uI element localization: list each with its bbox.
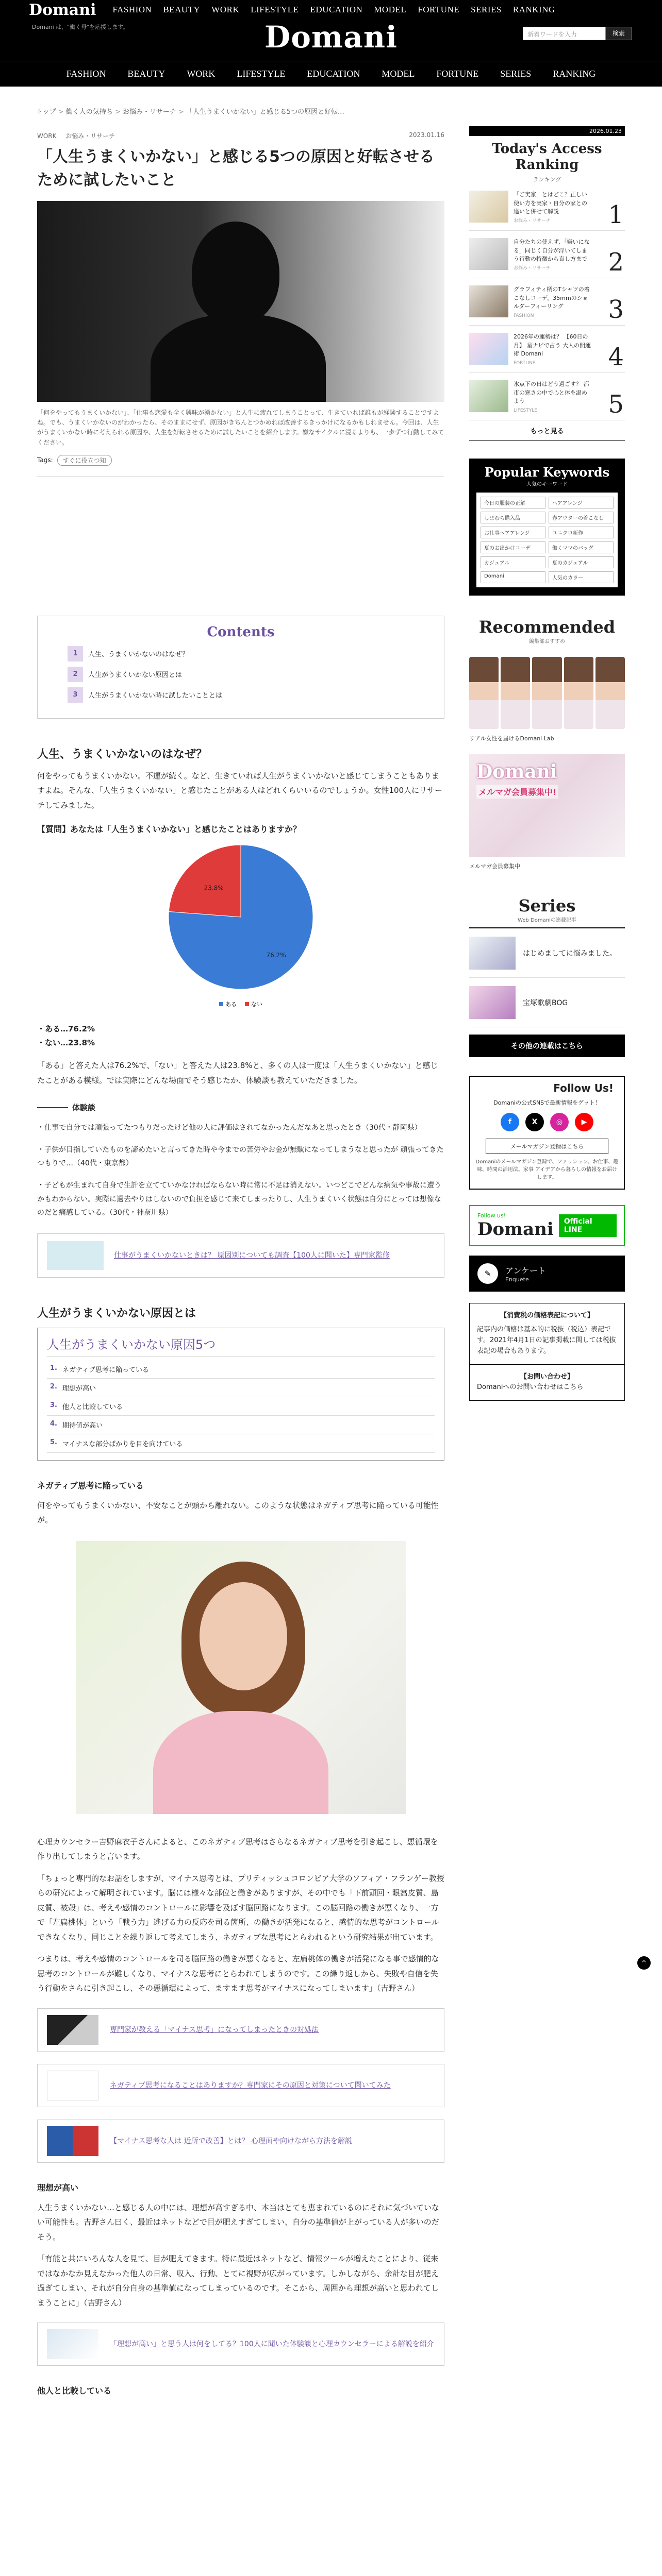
page-top-button[interactable]: ^ bbox=[637, 1956, 651, 1970]
keyword-tag[interactable]: お仕事ヘアアレンジ bbox=[481, 527, 545, 538]
enquete-subtitle: Enquete bbox=[505, 1276, 529, 1283]
table-of-contents bbox=[37, 616, 444, 719]
ranking-item-title[interactable]: 2026年の運勢は？ 【60日の月】 星ナビで占う 大人の開運術 Domani bbox=[514, 333, 591, 358]
paragraph: 何をやってもうまくいかない、不安なことが頭から離れない。このような状態はネガティブ思考に陥っている可能性が。 bbox=[37, 1500, 439, 1525]
toc-item[interactable] bbox=[68, 687, 414, 703]
reasons-title: 人生がうまくいかない原因5つ bbox=[47, 1334, 435, 1357]
ranking-thumb bbox=[469, 333, 508, 365]
series-thumb bbox=[469, 986, 516, 1019]
newsletter-caption[interactable]: メルマガ会員募集中 bbox=[469, 863, 520, 870]
more-series-button[interactable]: その他の連載はこちら bbox=[469, 1035, 625, 1057]
newsletter-banner-logo: Domani bbox=[476, 761, 557, 783]
related-thumb bbox=[47, 2126, 98, 2156]
ranking-subtitle: ランキング bbox=[533, 176, 561, 183]
ranking-thumb bbox=[469, 191, 508, 223]
ranking-thumb bbox=[469, 285, 508, 317]
section-heading: 人生がうまくいかない原因とは bbox=[37, 1307, 196, 1320]
article-subcategory[interactable]: お悩み・リサーチ bbox=[65, 132, 115, 140]
article-tags bbox=[37, 455, 444, 477]
paragraph: つまりは、考えや感情のコントロールを司る脳回路の働きが悪くなると、左扁桃体の働きが活発になる事で感情的な思考のコントロールが難しくなり、マイナスな思考にとらわれてしまうのです。この繰り返しから、失敗や自信を失う行動をさらに引き起こし、その悪循環によって、ますます思考がマイナスになってしまいます」（吉野さん） bbox=[37, 1954, 439, 1993]
pie-data-label: 23.8% bbox=[204, 884, 224, 892]
reason-item[interactable] bbox=[47, 1416, 435, 1434]
series-item-title[interactable]: はじめましてに悩みました。 bbox=[523, 949, 617, 958]
instagram-icon[interactable]: ◎ bbox=[550, 1113, 569, 1131]
reason-item[interactable] bbox=[47, 1397, 435, 1416]
x-icon[interactable]: X bbox=[525, 1113, 544, 1131]
paragraph: 心理カウンセラー吉野麻衣子さんによると、このネガティブ思考はさらなるネガティブ思考を引き起こし、悪循環を作り出してしまうと言います。 bbox=[37, 1837, 438, 1861]
topnav-lifestyle[interactable]: LIFESTYLE bbox=[251, 5, 299, 14]
toc-item[interactable] bbox=[68, 646, 414, 662]
reasons-list bbox=[37, 1328, 444, 1461]
sidebar-date: 2026.01.23 bbox=[469, 126, 625, 136]
article-main bbox=[37, 126, 444, 2403]
toc-title: Contents bbox=[207, 624, 275, 640]
keyword-tag[interactable]: ヘアアレンジ bbox=[549, 497, 614, 509]
enquete-title: アンケート bbox=[505, 1266, 547, 1276]
stat-no: ・ない…23.8% bbox=[37, 1038, 95, 1048]
breadcrumb-current: > 「人生うまくいかない」と感じる5つの原因と好転... bbox=[178, 108, 344, 116]
ranking-item-category: FASHION bbox=[514, 313, 534, 318]
related-thumb bbox=[47, 1241, 104, 1270]
voice-item: ・仕事で自分では頑張ってたつもりだったけど他の人に評価はされてなかったんだなあと思ったとき（30代・静岡県） bbox=[37, 1124, 422, 1132]
related-thumb bbox=[47, 2071, 98, 2100]
topnav-fortune[interactable]: FORTUNE bbox=[418, 5, 460, 14]
ranking-item-title[interactable]: 氷点下の日はどう過ごす？ 都市の寒さの中で心と体を温めよう bbox=[514, 381, 589, 405]
ranking-number: 2 bbox=[608, 248, 624, 277]
youtube-icon[interactable]: ▶ bbox=[575, 1113, 593, 1131]
ranking-item[interactable] bbox=[469, 326, 625, 373]
toc-label[interactable]: 人生、うまくいかないのはなぜ？ bbox=[88, 651, 189, 659]
keyword-tag[interactable]: 春アウターの着こなし bbox=[549, 512, 614, 523]
sns-links bbox=[475, 1113, 619, 1131]
enquete-banner[interactable] bbox=[469, 1256, 625, 1292]
nav-series[interactable]: SERIES bbox=[500, 69, 532, 79]
keywords-title: Popular Keywords bbox=[484, 465, 610, 480]
reason-label[interactable]: マイナスな部分ばかりを目を向けている bbox=[62, 1440, 183, 1448]
legend-label: ある bbox=[225, 1001, 237, 1008]
follow-title: Follow Us! bbox=[553, 1082, 614, 1095]
article-lead: 「何をやってもうまくいかない」、「仕事も恋愛も全く興味が湧かない」と人生に疲れてしまうことって、生きていれば誰もが経験することですよね。でも、うまくいかないのがわかったら、そのままにせず、原因がきちんとつかめれば改善するきっかけになるかもしれません。今回は、人生がうまくいかない時に考えられる原因や、人生を好転させるために試したいことを紹介します。嫌なサイクルに浸るよりも、一歩ずつ行動してみてください。 bbox=[37, 409, 444, 446]
topnav-work[interactable]: WORK bbox=[211, 5, 240, 14]
article-meta bbox=[37, 131, 444, 140]
newsletter-banner-text: メルマガ会員募集中! bbox=[476, 785, 558, 799]
follow-text: Domaniの公式SNSで最新情報をゲット！ bbox=[493, 1099, 601, 1107]
survey-question: 【質問】あなたは「人生うまくいかない」と感じたことはありますか？ bbox=[37, 824, 302, 835]
topnav-ranking[interactable]: RANKING bbox=[512, 5, 555, 14]
toc-number: 2 bbox=[68, 667, 83, 682]
keyword-tag[interactable]: しまむら購入品 bbox=[481, 512, 545, 523]
reason-label[interactable]: 期待値が高い bbox=[62, 1421, 103, 1430]
survey-icon: ✎ bbox=[477, 1263, 498, 1284]
paragraph: 「ちょっと専門的なお話をしますが、マイナス思考とは、プリティッシュコロンビア大学のソフィア・フランゲー教授らの研究によって解明されています。脳には様々な部位と働きがありますが、その中でも「下前頭回・眼窩皮質、島皮質、被殻」は、考えや感情のコントロールに影響を及ぼす脳回路になります。この脳回路の働きが悪くなり、一方で「左扁桃体」という「戦う力」逃げる力の反応を司る箇所、の働きが活発になると、感情的な思考がコントロールできなくなり、同じことを繰り返して考えてしまう、ネガティブな思考にとらわれるという研究結果が出ています。 bbox=[37, 1873, 444, 1942]
toc-label[interactable]: 人生がうまくいかない原因とは bbox=[88, 671, 183, 680]
nav-fortune[interactable]: FORTUNE bbox=[436, 69, 479, 79]
reason-number: 2. bbox=[50, 1382, 57, 1391]
recommended-title: Recommended bbox=[478, 617, 616, 637]
legend-swatch bbox=[219, 1002, 223, 1006]
subsection-heading: 理想が高い bbox=[37, 2182, 79, 2193]
site-tagline: Domani は、"働く母"を応援します。 bbox=[32, 24, 129, 30]
topnav-series[interactable]: SERIES bbox=[471, 5, 502, 14]
survey-summary: 「ある」と答えた人は76.2%で、「ない」と答えた人は23.8%と、多くの人は一度は「人生うまくいかない」と感じたことがある模様。では実際にどんな場面でそう感じたか、体験談も教えていただきました。 bbox=[37, 1061, 438, 1085]
ranking-item-category: LIFESTYLE bbox=[514, 408, 537, 413]
reason-label[interactable]: 他人と比較している bbox=[62, 1403, 123, 1411]
keyword-tag[interactable]: Domani bbox=[481, 571, 545, 583]
reason-item[interactable] bbox=[47, 1434, 435, 1453]
keyword-tag[interactable]: 今日の服装の正解 bbox=[481, 497, 545, 509]
ranking-item-category: FORTUNE bbox=[514, 360, 536, 366]
brand-logo[interactable]: Domani bbox=[264, 20, 398, 55]
reason-label[interactable]: ネガティブ思考に陥っている bbox=[62, 1366, 149, 1374]
tax-notice-title: 【消費税の価格表記について】 bbox=[500, 1312, 594, 1320]
ranking-number: 3 bbox=[608, 295, 624, 325]
subsection-heading: ネガティブ思考に陥っている bbox=[37, 1480, 144, 1490]
recommended-subtitle: 編集部おすすめ bbox=[528, 639, 566, 645]
facebook-icon[interactable]: f bbox=[501, 1113, 519, 1131]
popular-keywords bbox=[469, 459, 625, 596]
ranking-item-title[interactable]: グラフィティ柄のTシャツの着こなしコーデ。35mmのショルダーフィーリング bbox=[514, 286, 590, 310]
ranking-item-category: お悩み・リサーチ bbox=[514, 218, 551, 224]
ranking-item[interactable] bbox=[469, 373, 625, 420]
keyword-tag[interactable]: 働くママのバッグ bbox=[549, 541, 614, 553]
article-category[interactable]: WORK bbox=[37, 132, 57, 140]
line-banner-logo: Domani bbox=[477, 1218, 554, 1240]
newsletter-note: Domaniのメールマガジン登録で、ファッション、お仕事、趣味、時間の活用法、家事 アイデアから暮らしの情報をお届けします。 bbox=[475, 1159, 619, 1181]
breadcrumb bbox=[36, 106, 662, 116]
voice-item: ・子どもが生まれて自身で生計を立てていかなければならない時に常に不足は消えない。いつどこでどんな病気や事故に遭うかもわからない。実際に過去やりはしないので負担を感じて来てしまったりし、人生うまくいく状態は自分にとっては想像なのだと痛感している。（30代・神奈川県） bbox=[37, 1181, 441, 1217]
topnav-beauty[interactable]: BEAUTY bbox=[163, 5, 201, 14]
tags-label: Tags: bbox=[37, 456, 53, 464]
tax-notice-body: 記事内の価格は基本的に税抜（税込）表記です。2021年4月1日の記事掲載に関しては税抜表記の場合もあります。 bbox=[477, 1326, 616, 1355]
toc-number: 3 bbox=[68, 687, 83, 703]
related-link[interactable]: ネガティブ思考になることはありますか？専門家にその原因と対策について聞いてみた bbox=[110, 2081, 391, 2090]
voices-heading: 体験談 bbox=[37, 1102, 444, 1113]
site-header bbox=[0, 20, 662, 61]
related-link-card[interactable] bbox=[37, 1233, 444, 1278]
nav-work[interactable]: WORK bbox=[187, 69, 216, 79]
ranking-thumb bbox=[469, 238, 508, 270]
related-link[interactable]: 仕事がうまくいかないときは？ 原因別についても調査【100人に聞いた】専門家監修 bbox=[114, 1251, 390, 1260]
ranking-item-title[interactable]: 自分たちの使えず、「嫌いになる」同じく自分が浮いてしまう行動の特徴から直し方まで bbox=[514, 239, 590, 263]
ranking-list bbox=[469, 183, 625, 420]
ranking-more-link[interactable]: もっと見る bbox=[469, 420, 625, 441]
reason-number: 3. bbox=[50, 1401, 57, 1409]
series-title: Series bbox=[518, 896, 576, 916]
related-thumb bbox=[47, 2329, 98, 2359]
nav-model[interactable]: MODEL bbox=[382, 69, 415, 79]
related-link-card[interactable] bbox=[37, 2008, 444, 2052]
paragraph: 人生うまくいかない…と感じる人の中には、理想が高すぎる中、本当はとても恵まれているのにそれに気づいていない可能性も。吉野さん曰く、最近はネットなどで目が肥えすぎてしまい、自分の基準値が上がっている人が多いのだそう。 bbox=[37, 2202, 440, 2242]
nav-ranking[interactable]: RANKING bbox=[553, 69, 596, 79]
topnav-fashion[interactable]: FASHION bbox=[112, 5, 152, 14]
line-follow-text: Follow us! bbox=[477, 1212, 506, 1219]
article-title: 「人生うまくいかない」と感じる5つの原因と好転させるために試したいこと bbox=[37, 148, 435, 189]
pie-slice-no bbox=[169, 845, 241, 917]
topnav-model[interactable]: MODEL bbox=[374, 5, 407, 14]
ranking-title: Today's Access Ranking bbox=[492, 141, 602, 173]
ranking-number: 5 bbox=[608, 390, 624, 419]
series-header bbox=[469, 896, 625, 928]
domani-lab-banner[interactable] bbox=[469, 657, 625, 729]
reason-label[interactable]: 理想が高い bbox=[62, 1384, 96, 1393]
related-thumb bbox=[47, 2015, 98, 2045]
tax-notice bbox=[469, 1303, 625, 1364]
subsection-heading: 他人と比較している bbox=[37, 2386, 112, 2396]
main-nav bbox=[0, 61, 662, 87]
contact-box bbox=[469, 1365, 625, 1401]
newsletter-banner[interactable] bbox=[469, 754, 625, 857]
ranking-item-category: お悩み・リサーチ bbox=[514, 265, 551, 271]
keyword-tag[interactable]: 夏のカジュアル bbox=[549, 556, 614, 568]
legend-label: ない bbox=[251, 1001, 262, 1008]
series-subtitle: Web Domaniの連載記事 bbox=[518, 918, 576, 924]
series-item[interactable] bbox=[469, 928, 625, 978]
search-button[interactable]: 検索 bbox=[605, 27, 632, 40]
pie-data-label: 76.2% bbox=[266, 952, 286, 959]
nav-lifestyle[interactable]: LIFESTYLE bbox=[237, 69, 286, 79]
keyword-tag[interactable]: 夏のお出かけコーデ bbox=[481, 541, 545, 553]
follow-us bbox=[469, 1076, 625, 1190]
reason-number: 4. bbox=[50, 1419, 57, 1428]
related-link-card[interactable] bbox=[37, 2064, 444, 2107]
contact-title: 【お問い合わせ】 bbox=[520, 1372, 574, 1381]
tag-item[interactable]: すぐに役立つ知 bbox=[57, 455, 112, 466]
search-input[interactable]: 新着ワードを入力 bbox=[523, 27, 605, 40]
reason-number: 1. bbox=[50, 1364, 57, 1372]
toc-item[interactable] bbox=[68, 667, 414, 682]
breadcrumb-subcategory[interactable]: > お悩み・リサーチ bbox=[115, 108, 176, 116]
hero-image bbox=[37, 201, 444, 402]
keyword-tag[interactable]: カジュアル bbox=[481, 556, 545, 568]
related-link[interactable]: 専門家が教える「マイナス思考」になってしまったときの対処法 bbox=[110, 2025, 319, 2034]
nav-beauty[interactable]: BEAUTY bbox=[127, 69, 166, 79]
related-link[interactable]: 【マイナス思考な人は 近所で改善】とは？ 心理面や向けながら方法を解説 bbox=[110, 2137, 353, 2145]
voice-item: ・子供が目指していたものを諦めたいと言ってきた時や今までの苦労やお金が無駄になってしまうなと思ったが 頑張ってきたつもりで…（40代・東京都） bbox=[37, 1145, 444, 1168]
paragraph: 「有能と共にいろんな人を見て、目が肥えてきます。特に最近はネットなど、情報ツールが増えたことにより、従来ではなかなか見えなかった他人の日常、収入、行動、とてに視野が広がっています。しかしながら、余計な目が肥え過ぎてしまい、それが自分自身の基準値になってしまっているのです。そこから、周囲から理想が高いと思われてしまうことに」（吉野さん） bbox=[37, 2254, 439, 2308]
section-heading: 人生、うまくいかないのはなぜ？ bbox=[37, 748, 208, 761]
recommended-header bbox=[469, 617, 625, 645]
topnav-education[interactable]: EDUCATION bbox=[310, 5, 363, 14]
breadcrumb-top[interactable]: トップ bbox=[36, 108, 56, 116]
nav-fashion[interactable]: FASHION bbox=[66, 69, 106, 79]
related-link-card[interactable] bbox=[37, 2323, 444, 2366]
ranking-thumb bbox=[469, 380, 508, 412]
toc-number: 1 bbox=[68, 646, 83, 662]
toc-label[interactable]: 人生がうまくいかない時に試したいこととは bbox=[88, 692, 223, 700]
reason-item[interactable] bbox=[47, 1379, 435, 1397]
pie-chart bbox=[37, 840, 444, 1015]
article-date: 2023.01.16 bbox=[409, 131, 444, 139]
brand-logo-small[interactable]: Domani bbox=[29, 1, 96, 19]
contact-link[interactable]: Domaniへのお問い合わせはこちら bbox=[477, 1383, 584, 1392]
newsletter-signup-button[interactable]: メールマガジン登録はこちら bbox=[486, 1139, 608, 1154]
line-badge: Official LINE bbox=[559, 1214, 617, 1237]
line-official-banner[interactable] bbox=[469, 1205, 625, 1246]
top-bar bbox=[0, 0, 662, 20]
section-intro: 何をやってもうまくいかない。不運が続く。など、生きていれば人生がうまくいかないと感じてしまうこともありますよね。そんな、「人生うまくいかない」と感じたことがある人はどれくらいいるのでしょうか。女性100人にリサーチしてみました。 bbox=[37, 771, 442, 810]
reason-number: 5. bbox=[50, 1438, 57, 1446]
keyword-tag[interactable]: ユニクロ新作 bbox=[549, 527, 614, 538]
pie-chart-svg bbox=[163, 840, 318, 1015]
keyword-tag[interactable]: 人気のカラー bbox=[549, 571, 614, 583]
sidebar bbox=[469, 126, 625, 2403]
ranking-number: 1 bbox=[608, 200, 624, 230]
related-link-card[interactable] bbox=[37, 2120, 444, 2163]
expert-portrait bbox=[76, 1541, 406, 1814]
ranking-item-title[interactable]: 「ご実家」とはどこ？正しい使い方を実家・自分の家との違いと併せて解説 bbox=[514, 191, 587, 215]
legend-swatch bbox=[245, 1002, 249, 1006]
ranking-item[interactable] bbox=[469, 183, 625, 231]
keyword-grid bbox=[476, 493, 618, 587]
series-item[interactable] bbox=[469, 978, 625, 1027]
ranking-item[interactable] bbox=[469, 278, 625, 326]
series-item-title[interactable]: 宝塚歌劇BOG bbox=[523, 998, 568, 1007]
breadcrumb-category[interactable]: > 働く人の気持ち bbox=[58, 108, 113, 116]
related-link[interactable]: 「理想が高い」と思う人は何をしてる？100人に聞いた体験談と心理カウンセラーによる解説を紹介 bbox=[110, 2340, 434, 2349]
nav-education[interactable]: EDUCATION bbox=[307, 69, 360, 79]
domani-lab-caption[interactable]: リアル女性を届けるDomani Lab bbox=[469, 735, 554, 742]
ranking-number: 4 bbox=[608, 343, 624, 372]
ranking-item[interactable] bbox=[469, 231, 625, 278]
stat-yes: ・ある…76.2% bbox=[37, 1024, 95, 1034]
ranking-header bbox=[469, 141, 625, 183]
reason-item[interactable] bbox=[47, 1360, 435, 1379]
survey-stats bbox=[37, 1022, 444, 1050]
keywords-subtitle: 人気のキーワード bbox=[526, 482, 568, 488]
series-thumb bbox=[469, 937, 516, 970]
